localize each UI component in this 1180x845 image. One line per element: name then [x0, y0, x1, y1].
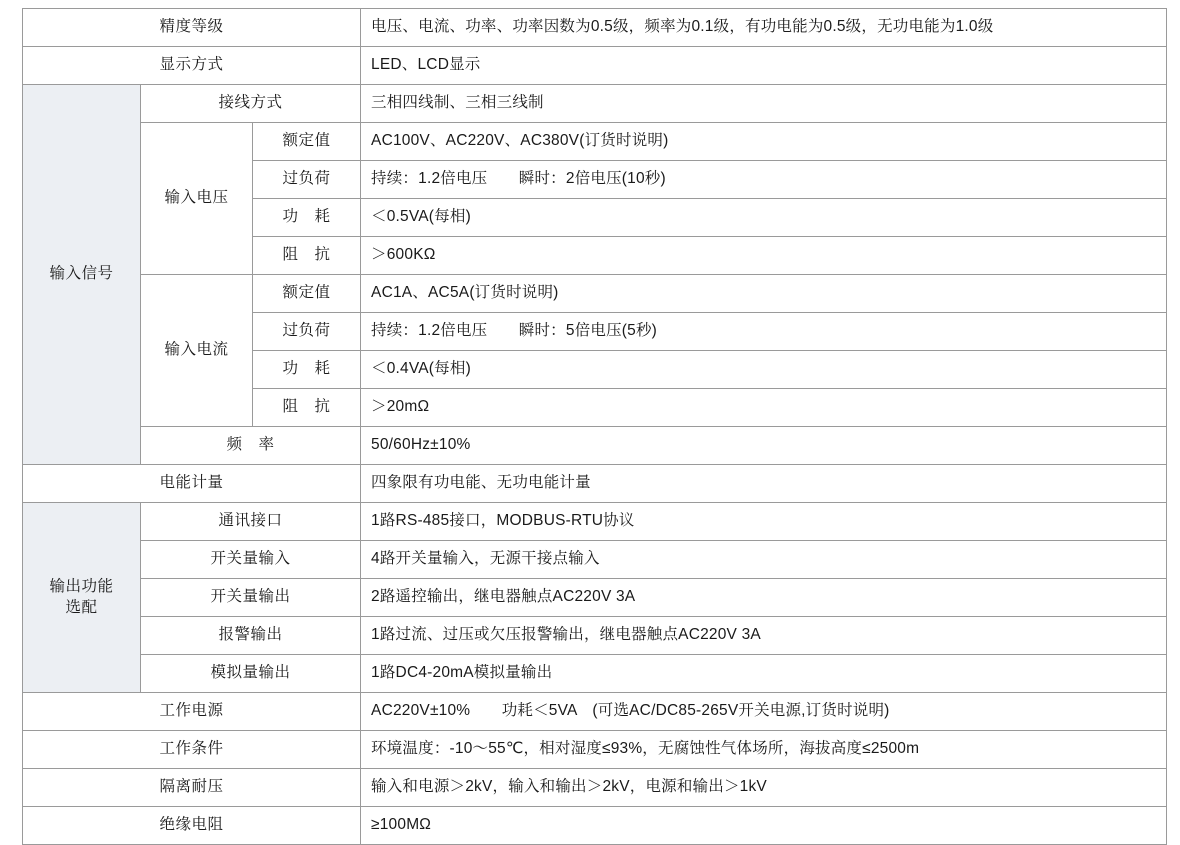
specification-table	[22, 8, 1167, 845]
row-value-di: 4路开关量输入，无源干接点输入	[361, 541, 1167, 579]
row-label-current-consumption: 功 耗	[253, 351, 361, 389]
table-row	[23, 693, 1167, 731]
table-row	[23, 769, 1167, 807]
row-label-comm-interface: 通讯接口	[141, 503, 361, 541]
table-row	[23, 123, 1167, 161]
row-label-display: 显示方式	[23, 47, 361, 85]
row-value-frequency: 50/60Hz±10%	[361, 427, 1167, 465]
table-row	[23, 9, 1167, 47]
row-value-do: 2路遥控输出，继电器触点AC220V 3A	[361, 579, 1167, 617]
row-value-insulation-resistance: ≥100MΩ	[361, 807, 1167, 845]
row-value-accuracy: 电压、电流、功率、功率因数为0.5级，频率为0.1级，有功电能为0.5级，无功电能为1.0级	[361, 9, 1167, 47]
row-value-energy-metering: 四象限有功电能、无功电能计量	[361, 465, 1167, 503]
row-value-wiring: 三相四线制、三相三线制	[361, 85, 1167, 123]
table-row	[23, 541, 1167, 579]
row-value-current-impedance: ＞20mΩ	[361, 389, 1167, 427]
table-row	[23, 47, 1167, 85]
row-label-frequency: 频 率	[141, 427, 361, 465]
row-label-current-rated: 额定值	[253, 275, 361, 313]
table-row	[23, 465, 1167, 503]
row-label-insulation-resistance: 绝缘电阻	[23, 807, 361, 845]
table-row	[23, 275, 1167, 313]
row-label-power-supply: 工作电源	[23, 693, 361, 731]
row-value-power-supply: AC220V±10% 功耗＜5VA (可选AC/DC85-265V开关电源,订货时说明)	[361, 693, 1167, 731]
group-label-output-options-line1: 输出功能	[49, 578, 114, 596]
row-value-alarm-output: 1路过流、过压或欠压报警输出，继电器触点AC220V 3A	[361, 617, 1167, 655]
row-value-current-rated: AC1A、AC5A(订货时说明)	[361, 275, 1167, 313]
row-value-current-consumption: ＜0.4VA(每相)	[361, 351, 1167, 389]
group-label-input-voltage: 输入电压	[141, 123, 253, 275]
row-label-accuracy: 精度等级	[23, 9, 361, 47]
table-row	[23, 807, 1167, 845]
row-value-isolation-voltage: 输入和电源＞2kV，输入和输出＞2kV，电源和输出＞1kV	[361, 769, 1167, 807]
row-label-current-overload: 过负荷	[253, 313, 361, 351]
table-row	[23, 579, 1167, 617]
table-row	[23, 503, 1167, 541]
group-label-output-options	[23, 503, 141, 693]
row-value-voltage-rated: AC100V、AC220V、AC380V(订货时说明)	[361, 123, 1167, 161]
group-label-output-options-line2: 选配	[65, 598, 98, 616]
row-value-voltage-impedance: ＞600KΩ	[361, 237, 1167, 275]
row-label-voltage-consumption: 功 耗	[253, 199, 361, 237]
table-row	[23, 427, 1167, 465]
group-label-input-signal: 输入信号	[23, 85, 141, 465]
row-label-current-impedance: 阻 抗	[253, 389, 361, 427]
table-row	[23, 85, 1167, 123]
row-value-comm-interface: 1路RS-485接口，MODBUS-RTU协议	[361, 503, 1167, 541]
row-value-display: LED、LCD显示	[361, 47, 1167, 85]
row-value-voltage-overload: 持续：1.2倍电压 瞬时：2倍电压(10秒)	[361, 161, 1167, 199]
table-row	[23, 655, 1167, 693]
row-label-isolation-voltage: 隔离耐压	[23, 769, 361, 807]
row-label-voltage-overload: 过负荷	[253, 161, 361, 199]
row-label-working-conditions: 工作条件	[23, 731, 361, 769]
row-label-alarm-output: 报警输出	[141, 617, 361, 655]
row-value-analog-output: 1路DC4-20mA模拟量输出	[361, 655, 1167, 693]
row-value-current-overload: 持续：1.2倍电压 瞬时：5倍电压(5秒)	[361, 313, 1167, 351]
group-label-input-current: 输入电流	[141, 275, 253, 427]
row-label-do: 开关量输出	[141, 579, 361, 617]
row-label-energy-metering: 电能计量	[23, 465, 361, 503]
row-label-voltage-rated: 额定值	[253, 123, 361, 161]
row-label-analog-output: 模拟量输出	[141, 655, 361, 693]
row-label-voltage-impedance: 阻 抗	[253, 237, 361, 275]
table-row	[23, 617, 1167, 655]
table-row	[23, 731, 1167, 769]
row-value-working-conditions: 环境温度：-10～55℃，相对湿度≤93%，无腐蚀性气体场所，海拔高度≤2500m	[361, 731, 1167, 769]
row-label-di: 开关量输入	[141, 541, 361, 579]
row-value-voltage-consumption: ＜0.5VA(每相)	[361, 199, 1167, 237]
row-label-wiring: 接线方式	[141, 85, 361, 123]
